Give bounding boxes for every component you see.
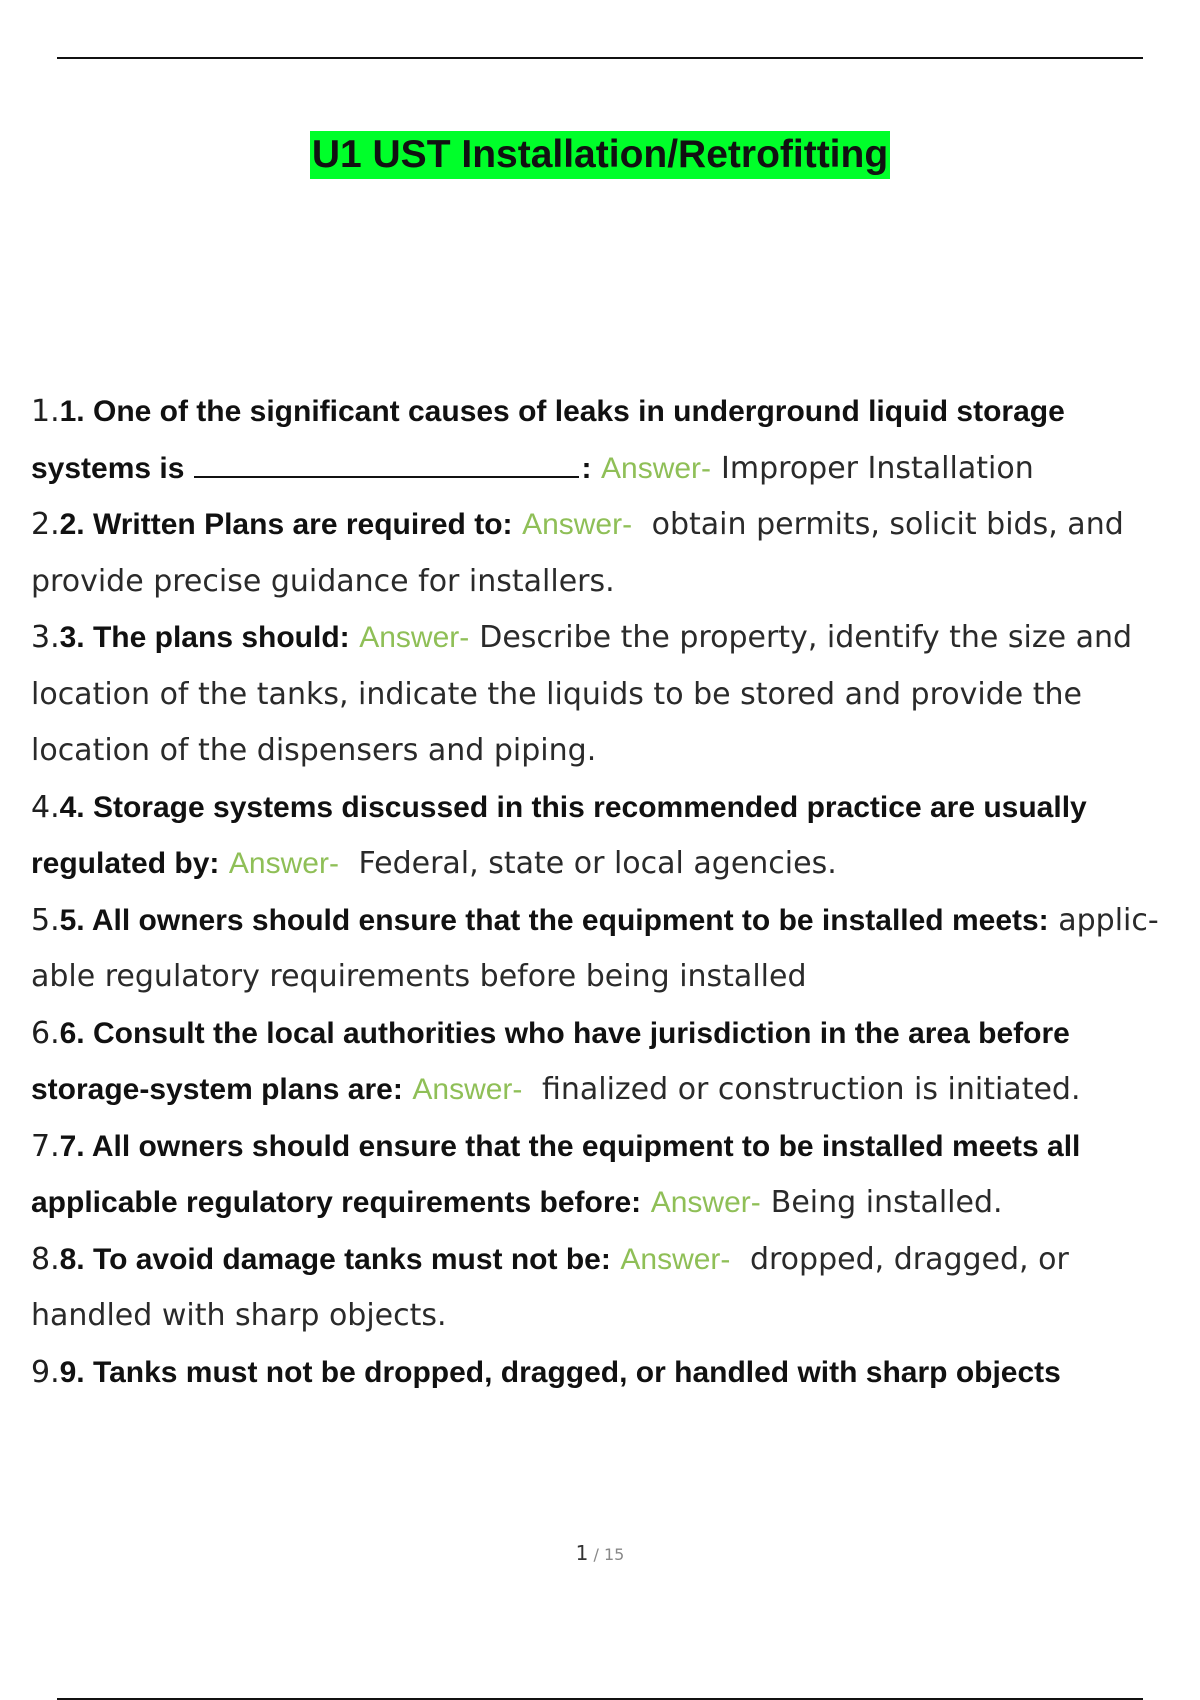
page-total: / 15 — [593, 1545, 625, 1564]
question-text: 6. Consult the local authorities who have jurisdiction in the area before storage-system plans are: — [31, 1016, 1070, 1106]
answer-label: Answer- — [359, 621, 470, 654]
item-number: 6. — [31, 1015, 60, 1051]
question-text: 4. Storage systems discussed in this recommended practice are usually regulated by: — [31, 790, 1087, 880]
question-text: 5. All owners should ensure that the equipment to be installed meets: — [59, 903, 1049, 937]
question-text: 3. The plans should: — [59, 621, 350, 654]
question-list — [31, 384, 1181, 1401]
item-number: 4. — [31, 789, 60, 825]
answer-label: Answer- — [650, 1186, 761, 1219]
question-text: 7. All owners should ensure that the equipment to be installed meets all applicable regulatory requirements before: — [31, 1129, 1081, 1219]
item-number: 8. — [31, 1241, 60, 1277]
answer-label: Answer- — [412, 1073, 523, 1106]
answer-label: Answer- — [522, 508, 633, 541]
question-text: 8. To avoid damage tanks must not be: — [59, 1242, 611, 1276]
top-rule — [57, 57, 1143, 59]
question-colon: : — [581, 451, 592, 485]
answer-label: Answer- — [601, 451, 712, 485]
question-text: 1. One of the significant causes of leaks in underground liquid storage systems is — [31, 395, 1065, 485]
qa-item-5 — [31, 893, 1181, 1006]
title-block — [0, 131, 1200, 179]
answer-label: Answer- — [620, 1242, 731, 1276]
fill-in-blank — [194, 452, 579, 478]
qa-item-2 — [31, 497, 1181, 610]
qa-item-6 — [31, 1006, 1181, 1119]
item-number: 9. — [31, 1354, 60, 1390]
page-current: 1 — [575, 1541, 589, 1565]
question-text: 2. Written Plans are required to: — [59, 508, 513, 541]
document-title: U1 UST Installation/Retrofitting — [310, 131, 890, 179]
page-number — [0, 1541, 1200, 1565]
answer-text: obtain permits, solicit bids, and provide precise guidance for installers. — [31, 507, 1124, 599]
answer-text: Improper Installation — [721, 450, 1034, 486]
answer-text: finalized or construction is initiated. — [541, 1072, 1081, 1107]
answer-text: applic- able regulatory requirements before being installed — [31, 902, 1159, 994]
answer-label: Answer- — [228, 847, 339, 880]
answer-text: Federal, state or local agencies. — [358, 846, 837, 881]
answer-text: dropped, dragged, or handled with sharp objects. — [31, 1241, 1069, 1333]
qa-item-4 — [31, 780, 1181, 893]
qa-item-1 — [31, 384, 1181, 497]
qa-item-3 — [31, 610, 1181, 780]
qa-item-8 — [31, 1232, 1181, 1345]
question-text: 9. Tanks must not be dropped, dragged, or handled with sharp objects — [59, 1355, 1061, 1389]
qa-item-7 — [31, 1119, 1181, 1232]
answer-text: Describe the property, identify the size and location of the tanks, indicate the liquids to be stored and provide the location of the dispensers and piping. — [31, 620, 1133, 768]
item-number: 5. — [31, 902, 60, 938]
item-number: 3. — [31, 620, 60, 655]
qa-item-9 — [31, 1345, 1181, 1402]
item-number: 1. — [31, 394, 60, 429]
item-number: 7. — [31, 1128, 60, 1164]
item-number: 2. — [31, 507, 60, 542]
answer-text: Being installed. — [770, 1185, 1003, 1220]
